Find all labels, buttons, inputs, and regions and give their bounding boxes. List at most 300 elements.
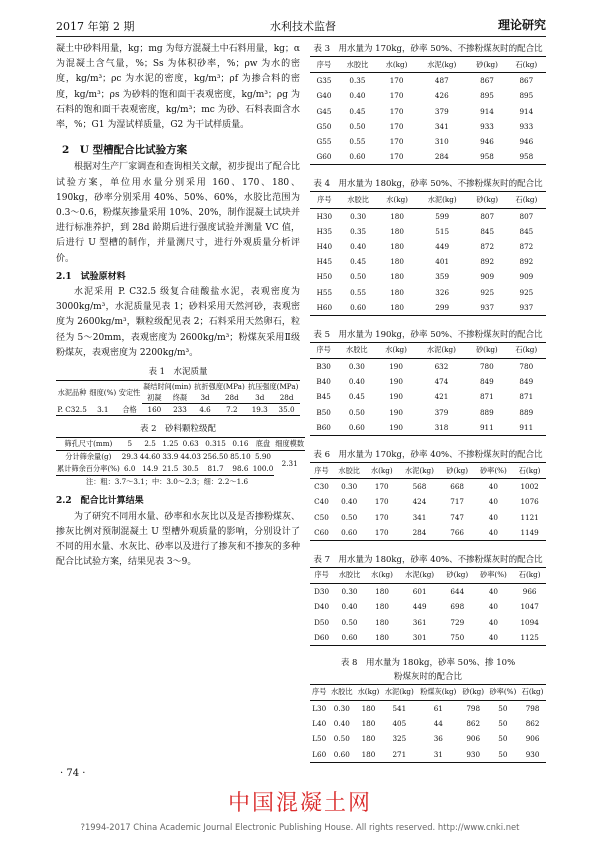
cement-quality-table — [56, 380, 300, 416]
table-cell: 1121 — [520, 512, 539, 522]
table-cell: 449 — [412, 602, 427, 612]
subsection-2-2-title: 2.2 配合比计算结果 — [56, 496, 144, 507]
table-1-title: 表 1 水泥质量 — [148, 367, 208, 378]
right-column — [310, 42, 546, 763]
table-cell: 0.60 — [339, 300, 378, 316]
table-cell: 0.30 — [350, 211, 367, 221]
table-cell: 284 — [416, 149, 467, 165]
table-cell: 21.5 — [161, 463, 179, 476]
column-header: 水泥(kg) — [398, 567, 441, 583]
table-cell: G40 — [316, 91, 332, 101]
table-row — [56, 404, 300, 416]
table-cell: 6.0 — [121, 463, 139, 476]
table-row — [310, 359, 546, 375]
table-cell: 44.60 — [139, 452, 161, 462]
table-cell: H50 — [316, 272, 333, 282]
col-sieve-size: 2.5 — [139, 438, 162, 451]
table-cell: 911 — [507, 420, 546, 436]
table-cell: C60 — [310, 525, 333, 541]
table-row — [310, 599, 546, 614]
table-row — [310, 284, 546, 299]
table-cell: 40 — [474, 525, 514, 541]
table-cell: 906 — [466, 734, 481, 744]
table-cell: 40 — [488, 482, 498, 492]
table-cell: 40 — [488, 497, 498, 507]
column-header: 水泥(kg) — [382, 684, 417, 700]
table-row — [56, 463, 305, 476]
column-header: 序号 — [310, 567, 333, 583]
table-row — [310, 584, 546, 600]
materials-paragraph: 水泥采用 P. C32.5 级复合硅酸盐水泥，表观密度为 3000kg/m³，水泥质量见表 1；砂料采用天然河砂，表观密度为 2600kg/m³，颗粒级配见表 2；石料采用天然卵石，粒径为 5～20mm，表观密度为 2600kg/m³；粉煤灰采用Ⅱ级粉煤灰，表观密度为 2200kg/m³。 — [56, 287, 300, 358]
table-cell: 36 — [433, 734, 443, 744]
table-cell: 50 — [498, 704, 508, 714]
table-cell: 750 — [441, 630, 474, 646]
column-header: 水泥(kg) — [416, 342, 467, 358]
issue-label: 2017 年第 2 期 — [56, 20, 135, 33]
column-header: 水(kg) — [376, 342, 415, 358]
column-header: 水(kg) — [377, 57, 416, 73]
col-fineness: 细度(%) — [88, 381, 117, 404]
table-cell: B30 — [316, 362, 331, 372]
col-flexural: 抗折强度(MPa) — [194, 382, 245, 392]
table-row — [310, 510, 546, 525]
table-cell: 180 — [366, 630, 399, 646]
col-sieve-size: 0.63 — [179, 438, 202, 451]
table-row — [310, 104, 546, 119]
table-cell: 50 — [487, 747, 520, 763]
table-cell: 180 — [390, 226, 404, 236]
table-cell: 0.30 — [333, 704, 350, 714]
table-cell: 871 — [479, 392, 494, 402]
col-flex-3d: 3d — [193, 392, 218, 404]
table-cell: 190 — [389, 377, 403, 387]
table-cell: 867 — [480, 76, 494, 86]
table-cell: 849 — [519, 377, 534, 387]
table-cell: 301 — [398, 630, 441, 646]
table-cell: 933 — [519, 121, 534, 131]
table-row — [310, 254, 546, 269]
table-cell: 0.60 — [328, 747, 355, 763]
column-header: 水(kg) — [366, 567, 399, 583]
table-cell: G35 — [316, 76, 332, 86]
table-cell: 379 — [434, 407, 449, 417]
table-cell: 925 — [519, 287, 534, 297]
mix-proportion-table — [310, 56, 546, 165]
table-cell: 889 — [519, 407, 534, 417]
table-cell: 0.40 — [333, 719, 350, 729]
section-2-paragraph: 根据对生产厂家调查和查询相关文献，初步提出了配合比试验方案，单位用水量分别采用 160、170、180、190kg，砂率分别采用 40%、50%、60%，水胶比范围为 0.3～0.6，粉煤灰掺量采用 10%、20%，制作混凝土试块并进行标准养护，到 28d 龄期后进行强度试验并测量 VC 值，后进行 U 型槽的制作，并量测尺寸，进行外观质量分析评价。 — [56, 162, 300, 264]
table-cell: 1125 — [513, 630, 546, 646]
table-row — [310, 88, 546, 103]
table-cell: 40 — [488, 602, 499, 612]
table-cell: H30 — [316, 211, 333, 221]
table-cell: 0.45 — [350, 257, 367, 267]
table-cell: 0.50 — [341, 512, 358, 522]
column-header: 水胶比 — [339, 192, 378, 208]
mix-proportion-table — [310, 342, 546, 436]
table-cell: 946 — [480, 137, 494, 147]
table-cell: P. C32.5 — [57, 405, 87, 415]
table-cell: 190 — [389, 362, 403, 372]
table-cell: 889 — [479, 407, 494, 417]
journal-name: 水利技术监督 — [270, 20, 336, 33]
table-cell: 190 — [376, 420, 415, 436]
table-cell: 40 — [474, 630, 514, 646]
table-cell: B40 — [316, 377, 331, 387]
table-cell: 958 — [507, 149, 546, 165]
table-row — [310, 747, 546, 763]
table-cell: 849 — [479, 377, 494, 387]
table-cell: 180 — [390, 272, 404, 282]
column-header: 砂率(%) — [474, 567, 514, 583]
table-cell: 170 — [389, 106, 404, 116]
table-cell: H40 — [316, 241, 333, 251]
column-header: 序号 — [310, 342, 337, 358]
column-header: 水泥(kg) — [398, 462, 441, 478]
table-cell: 930 — [460, 747, 487, 763]
header-rule — [56, 36, 546, 37]
table-cell: 914 — [480, 106, 494, 116]
table-cell: 180 — [390, 211, 404, 221]
table-cell: 361 — [412, 617, 427, 627]
table-row — [310, 269, 546, 284]
column-header: 水(kg) — [378, 192, 417, 208]
table-cell: 405 — [392, 719, 407, 729]
mix-table-title: 表 3 用水量为 170kg，砂率 50%、不掺粉煤灰时的配合比 — [313, 44, 543, 54]
table-cell: 0.50 — [350, 272, 367, 282]
table-cell: 867 — [519, 76, 534, 86]
table-row — [310, 525, 546, 541]
table-cell: 892 — [519, 257, 534, 267]
table-cell: 40 — [488, 617, 499, 627]
table-cell: 35.0 — [273, 404, 300, 416]
table-cell: 0.40 — [348, 377, 365, 387]
table-cell: 798 — [466, 704, 481, 714]
table-cell: G55 — [316, 137, 332, 147]
table-cell: 906 — [525, 734, 540, 744]
table-cell: 911 — [467, 420, 506, 436]
table-cell: 0.40 — [341, 497, 358, 507]
copyright-footer: ?1994-2017 China Academic Journal Electronic Publishing House. All rights reserved. http://www.cnki.net — [80, 822, 520, 832]
mix-table-title: 表 4 用水量为 180kg，砂率 50%、不掺粉煤灰时的配合比 — [313, 179, 543, 190]
table-cell: 1149 — [513, 525, 546, 541]
column-header: 序号 — [310, 192, 339, 208]
table-cell: 44 — [433, 719, 443, 729]
table-cell: H55 — [316, 287, 333, 297]
page-number: · 74 · — [60, 768, 86, 779]
intro-paragraph: 凝土中砂料用量，kg；mg 为每方混凝土中石料用量，kg；α 为混凝土含气量，%；Ss 为体积砂率，%；ρw 为水的密度，kg/m³；ρc 为水泥的密度，kg/m³；ρf 为掺合料的密度，kg/m³；ρs 为砂料的饱和面干表观密度，kg/m³；ρg 为石料的饱和面干表观密度，kg/m³；mc 为砂、石料表面含水率，%；G1 为湿试样质量，G2 为干试样质量。 — [56, 44, 300, 131]
table-cell: 50 — [498, 719, 508, 729]
column-header: 水胶比 — [333, 462, 365, 478]
table-cell: 256.50 — [202, 452, 229, 462]
table-cell: 401 — [435, 257, 450, 267]
table-cell: 966 — [522, 587, 537, 597]
table-cell: 872 — [519, 241, 534, 251]
table-cell: 872 — [480, 241, 495, 251]
table-cell: 871 — [519, 392, 534, 402]
table-cell: 0.50 — [333, 734, 350, 744]
table-cell: 0.30 — [341, 587, 358, 597]
col-stability: 安定性 — [118, 381, 142, 404]
table-cell: 170 — [389, 76, 404, 86]
table-cell: 1047 — [520, 602, 539, 612]
subsection-2-1-title: 2.1 试验原材料 — [56, 271, 126, 282]
table-cell: C30 — [314, 482, 329, 492]
table-cell: 4.6 — [193, 404, 218, 416]
column-header: 序号 — [310, 57, 338, 73]
column-header: 砂(kg) — [468, 192, 507, 208]
table-cell: 19.3 — [246, 404, 273, 416]
column-header: 水胶比 — [337, 342, 376, 358]
table-cell: 170 — [389, 121, 404, 131]
table-cell: 0.60 — [333, 525, 365, 541]
table-cell: 424 — [412, 497, 427, 507]
table-cell: 180 — [375, 602, 389, 612]
table-row — [310, 630, 546, 646]
table-row — [310, 716, 546, 731]
mix-table-title: 表 6 用水量为 170kg，砂率 40%、不掺粉煤灰时的配合比 — [313, 449, 543, 460]
column-header: 砂(kg) — [441, 567, 474, 583]
table-cell: 937 — [507, 300, 546, 316]
site-watermark: 中国混凝土网 — [227, 791, 372, 816]
mix-proportion-table — [310, 462, 546, 541]
table-cell: 98.6 — [229, 463, 252, 476]
table-cell: 310 — [434, 137, 449, 147]
table-cell: 0.50 — [348, 407, 365, 417]
col-sieve-size: 0.16 — [229, 438, 252, 451]
mix-table-title: 表 5 用水量为 190kg，砂率 50%、不掺粉煤灰时的配合比 — [313, 329, 543, 340]
table-cell: H60 — [310, 300, 339, 316]
table-cell: 0.45 — [349, 106, 366, 116]
table-cell: 7.2 — [217, 404, 246, 416]
table-cell: 359 — [435, 272, 450, 282]
col-sieve-size: 底盘 — [252, 438, 275, 451]
table-cell: 449 — [435, 241, 450, 251]
col-final-set: 终凝 — [167, 392, 193, 404]
table-cell: 807 — [519, 211, 534, 221]
column-header: 石(kg) — [513, 462, 546, 478]
table-cell: 318 — [416, 420, 467, 436]
table-cell: 170 — [389, 91, 404, 101]
table-cell: L50 — [312, 734, 327, 744]
table-cell: 0.40 — [341, 602, 358, 612]
table-cell: 29.3 — [121, 452, 138, 462]
table-row — [310, 420, 546, 436]
col-comp-3d: 3d — [246, 392, 273, 404]
table-cell: 541 — [392, 704, 407, 714]
table-cell: 0.35 — [350, 226, 367, 236]
col-sieve-size: 0.315 — [202, 438, 229, 451]
column-header: 砂(kg) — [441, 462, 474, 478]
table-cell: 81.7 — [202, 463, 229, 476]
col-sieve-size: 1.25 — [161, 438, 179, 451]
table-cell: 845 — [480, 226, 495, 236]
table-cell: 698 — [450, 602, 465, 612]
col-variety: 水泥品种 — [56, 381, 88, 404]
table-cell: 909 — [519, 272, 534, 282]
table-cell: 180 — [390, 241, 404, 251]
table-cell: 892 — [480, 257, 495, 267]
mix-table-title: 表 8 用水量为 180kg，砂率 50%、掺 10% 粉煤灰时的配合比 — [340, 657, 516, 682]
table-cell: 180 — [361, 704, 376, 714]
table-cell: 180 — [390, 257, 404, 267]
column-header: 石(kg) — [519, 684, 546, 700]
table-cell: 40 — [488, 587, 499, 597]
table-cell: 895 — [480, 91, 494, 101]
column-header: 石(kg) — [513, 567, 546, 583]
col-setting-time: 凝结时间(min) — [143, 382, 192, 392]
table-cell: 180 — [378, 300, 417, 316]
section-name: 理论研究 — [497, 18, 546, 32]
table-cell: 170 — [374, 512, 389, 522]
mix-proportion-table — [310, 684, 546, 763]
table-cell: 14.9 — [139, 463, 162, 476]
column-header: 砂率(%) — [487, 684, 520, 700]
table-cell: H45 — [316, 257, 333, 267]
table-cell: L60 — [310, 747, 328, 763]
column-header: 序号 — [310, 684, 328, 700]
table-cell: 233 — [167, 404, 193, 416]
col-sieve-size: 5 — [121, 438, 139, 451]
table-row — [310, 300, 546, 316]
table-cell: 601 — [412, 587, 427, 597]
table-cell: 0.40 — [350, 241, 367, 251]
table-cell: 341 — [412, 512, 427, 522]
table-cell: 50 — [498, 734, 508, 744]
table-cell: 0.50 — [349, 121, 366, 131]
table-cell: 326 — [435, 287, 450, 297]
table-cell: 644 — [450, 587, 465, 597]
left-column — [56, 42, 305, 570]
table-2-title: 表 2 砂料颗粒级配 — [139, 424, 217, 435]
table-cell: 0.40 — [349, 91, 366, 101]
table-row — [310, 73, 546, 89]
table-cell: C50 — [314, 512, 329, 522]
table-cell: 180 — [375, 617, 389, 627]
table-cell: 925 — [480, 287, 495, 297]
table-cell: 807 — [480, 211, 495, 221]
mix-proportion-table — [310, 567, 546, 646]
table-cell: 合格 — [118, 404, 142, 416]
table-row — [310, 389, 546, 404]
column-header: 水胶比 — [338, 57, 377, 73]
column-header: 砂(kg) — [467, 342, 506, 358]
table-cell: 100.0 — [252, 463, 275, 476]
table-cell: 271 — [382, 747, 417, 763]
table-row — [310, 614, 546, 629]
table-row — [310, 731, 546, 746]
table-cell: 0.55 — [349, 137, 366, 147]
mix-proportion-table — [310, 191, 546, 316]
table-cell: L40 — [312, 719, 327, 729]
table-row — [310, 405, 546, 420]
table-cell: 170 — [389, 137, 404, 147]
table-cell: 421 — [434, 392, 449, 402]
column-header: 粉煤灰(kg) — [417, 684, 460, 700]
table-cell: 0.30 — [348, 362, 365, 372]
row-label: 分计筛余量(g) — [65, 452, 112, 462]
column-header: 石(kg) — [507, 57, 546, 73]
table-cell: H35 — [316, 226, 333, 236]
table-cell: 325 — [392, 734, 407, 744]
col-sieve: 筛孔尺寸(mm) — [56, 438, 121, 451]
column-header: 水胶比 — [328, 684, 355, 700]
table-row — [310, 239, 546, 254]
table-cell: 44.03 — [180, 452, 201, 462]
table-cell: 474 — [434, 377, 449, 387]
table-cell: 3.1 — [88, 404, 117, 416]
table-cell: 668 — [450, 482, 464, 492]
table-cell: 85.10 — [230, 452, 251, 462]
table-cell: G50 — [316, 121, 332, 131]
table-cell: 0.60 — [333, 630, 365, 646]
table-row — [310, 208, 546, 224]
table-cell: 717 — [450, 497, 464, 507]
column-header: 石(kg) — [507, 342, 546, 358]
table-cell: 487 — [434, 76, 449, 86]
table-cell: D50 — [314, 617, 330, 627]
table-cell: 33.9 — [162, 452, 179, 462]
table-cell: 180 — [375, 587, 389, 597]
table-cell: C40 — [314, 497, 329, 507]
table-cell: D40 — [314, 602, 330, 612]
table-cell: 284 — [398, 525, 441, 541]
table-cell: 0.50 — [341, 617, 358, 627]
table-row — [310, 374, 546, 389]
table-cell: 862 — [466, 719, 481, 729]
table-cell: 632 — [434, 362, 449, 372]
table-cell: 930 — [519, 747, 546, 763]
table-cell: 933 — [480, 121, 494, 131]
table-cell: G60 — [310, 149, 338, 165]
column-header: 水泥(kg) — [417, 192, 468, 208]
table-cell: 1002 — [520, 482, 539, 492]
table-cell: 845 — [519, 226, 534, 236]
table-cell: 914 — [519, 106, 534, 116]
table-cell: 0.35 — [349, 76, 366, 86]
table-cell: 0.60 — [338, 149, 377, 165]
table-cell: 1094 — [520, 617, 539, 627]
table-cell: 31 — [417, 747, 460, 763]
table-row — [310, 149, 546, 165]
table-cell: 180 — [361, 719, 376, 729]
table-cell: 426 — [434, 91, 449, 101]
table-row — [310, 134, 546, 149]
table-row — [310, 479, 546, 495]
table-cell: D30 — [314, 587, 330, 597]
table-cell: 341 — [434, 121, 449, 131]
table-cell: 0.45 — [348, 392, 365, 402]
table-cell: 160 — [142, 404, 168, 416]
column-header: 砂率(%) — [474, 462, 514, 478]
table-cell: 0.55 — [350, 287, 367, 297]
column-header: 序号 — [310, 462, 333, 478]
table-cell: 515 — [435, 226, 450, 236]
table-cell: 747 — [450, 512, 464, 522]
column-header: 水(kg) — [365, 462, 398, 478]
table-cell: 958 — [467, 149, 506, 165]
table-cell: 599 — [435, 211, 450, 221]
table-cell: 170 — [377, 149, 416, 165]
table-cell: 780 — [519, 362, 534, 372]
table-cell: 1076 — [520, 497, 539, 507]
column-header: 砂(kg) — [460, 684, 487, 700]
table-cell: L30 — [312, 704, 327, 714]
table-cell: 568 — [412, 482, 427, 492]
table-row — [310, 119, 546, 134]
col-modulus: 细度模数 — [274, 438, 305, 451]
table-cell: 0.60 — [337, 420, 376, 436]
